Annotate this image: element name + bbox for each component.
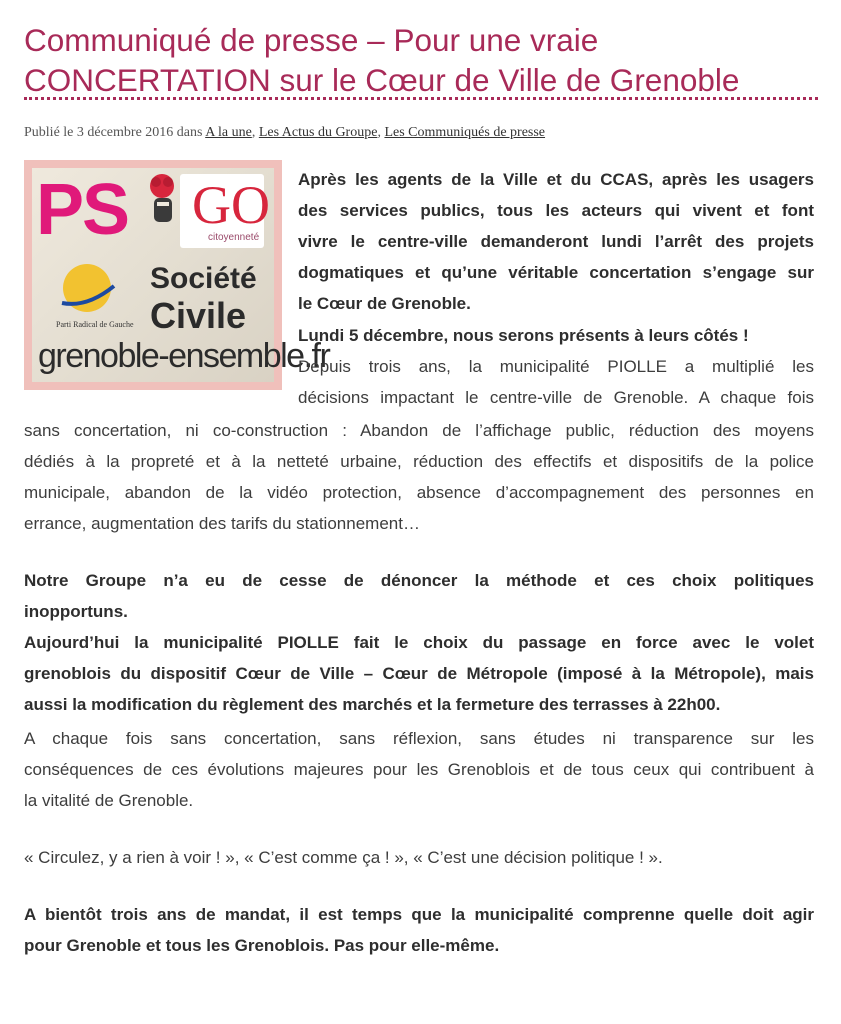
p4-line-1: Notre Groupe n’a eu de cesse de dénoncer la méthode et ces choix politiques <box>24 571 814 590</box>
title-dotted-underline <box>24 97 818 100</box>
p5-line-2: grenoblois du dispositif Cœur de Ville – Cœur de Métropole (imposé à la Métropole), mais <box>24 664 814 683</box>
p8-line-1: A bientôt trois ans de mandat, il est temps que la municipalité comprenne quelle doit agir <box>24 905 814 924</box>
p3-line-1: Depuis trois ans, la municipalité PIOLLE a multiplié les <box>298 357 814 376</box>
ps-logo-text: PS <box>36 170 129 250</box>
p1-line-2: des services publics, tous les acteurs qui vivent et font <box>298 201 814 220</box>
grenoble-ensemble-logo <box>24 160 330 390</box>
p5-line-3: aussi la modification du règlement des marchés et la fermeture des terrasses à 22h00. <box>24 695 721 714</box>
logo-image <box>32 168 330 382</box>
p1-line-4: dogmatiques et qu’une véritable concertation s’engage sur <box>298 263 814 282</box>
p7-line-1: « Circulez, y a rien à voir ! », « C’est comme ça ! », « C’est une décision politique ! ». <box>24 848 663 867</box>
go-logo-text: GO <box>192 175 270 235</box>
prg-r-icon <box>62 264 114 312</box>
p2-line-1: Lundi 5 décembre, nous serons présents à leurs côtés ! <box>298 326 749 345</box>
p8-line-2: pour Grenoble et tous les Grenoblois. Pas pour elle-même. <box>24 936 500 955</box>
prg-label: Parti Radical de Gauche <box>56 320 134 329</box>
p3-line-3: sans concertation, ni co-construction : Abandon de l’affichage public, réduction des moyens <box>24 421 814 440</box>
category-link-actus-groupe[interactable]: Les Actus du Groupe <box>258 125 378 140</box>
p4-line-2: inopportuns. <box>24 602 128 621</box>
post-date: Publié le 3 décembre 2016 dans <box>24 125 203 140</box>
article-title <box>24 20 824 100</box>
article-title-line-2: CONCERTATION sur le Cœur de Ville de Grenoble <box>24 62 740 98</box>
civile-text: Civile <box>150 295 247 336</box>
p1-line-3: vivre le centre-ville demanderont lundi l’arrêt des projets <box>298 232 814 251</box>
rose-fist-icon <box>150 174 174 222</box>
p3-line-2: décisions impactant le centre-ville de Grenoble. A chaque fois <box>298 388 814 407</box>
p5-line-1: Aujourd’hui la municipalité PIOLLE fait le choix du passage en force avec le volet <box>24 633 814 652</box>
website-text: grenoble-ensemble.fr <box>38 337 330 375</box>
category-link-communiques[interactable]: Les Communiqués de presse <box>384 125 546 140</box>
p3-line-4: dédiés à la propreté et à la netteté urbaine, réduction des effectifs et dispositifs de la police <box>24 452 814 471</box>
p1-line-5: le Cœur de Grenoble. <box>298 294 471 313</box>
societe-text: Société <box>150 262 257 295</box>
p1-line-1: Après les agents de la Ville et du CCAS, après les usagers <box>298 170 814 189</box>
post-meta: Publié le 3 décembre 2016 dans A la une, Les Actus du Groupe, Les Communiqués de presse <box>24 125 546 140</box>
article-title-line-1: Communiqué de presse – Pour une vraie <box>24 22 599 58</box>
p6-line-2: conséquences de ces évolutions majeures pour les Grenoblois et de tous ceux qui contribuent à <box>24 760 814 779</box>
p6-line-3: la vitalité de Grenoble. <box>24 791 194 810</box>
p6-line-1: A chaque fois sans concertation, sans réflexion, sans études ni transparence sur les <box>24 729 814 748</box>
go-logo-subtitle: citoyenneté <box>208 232 260 243</box>
p3-line-5: municipale, abandon de la vidéo protection, absence d’accompagnement des personnes en <box>24 483 814 502</box>
p3-line-6: errance, augmentation des tarifs du stationnement… <box>24 514 420 533</box>
category-link-a-la-une[interactable]: A la une <box>205 125 252 140</box>
